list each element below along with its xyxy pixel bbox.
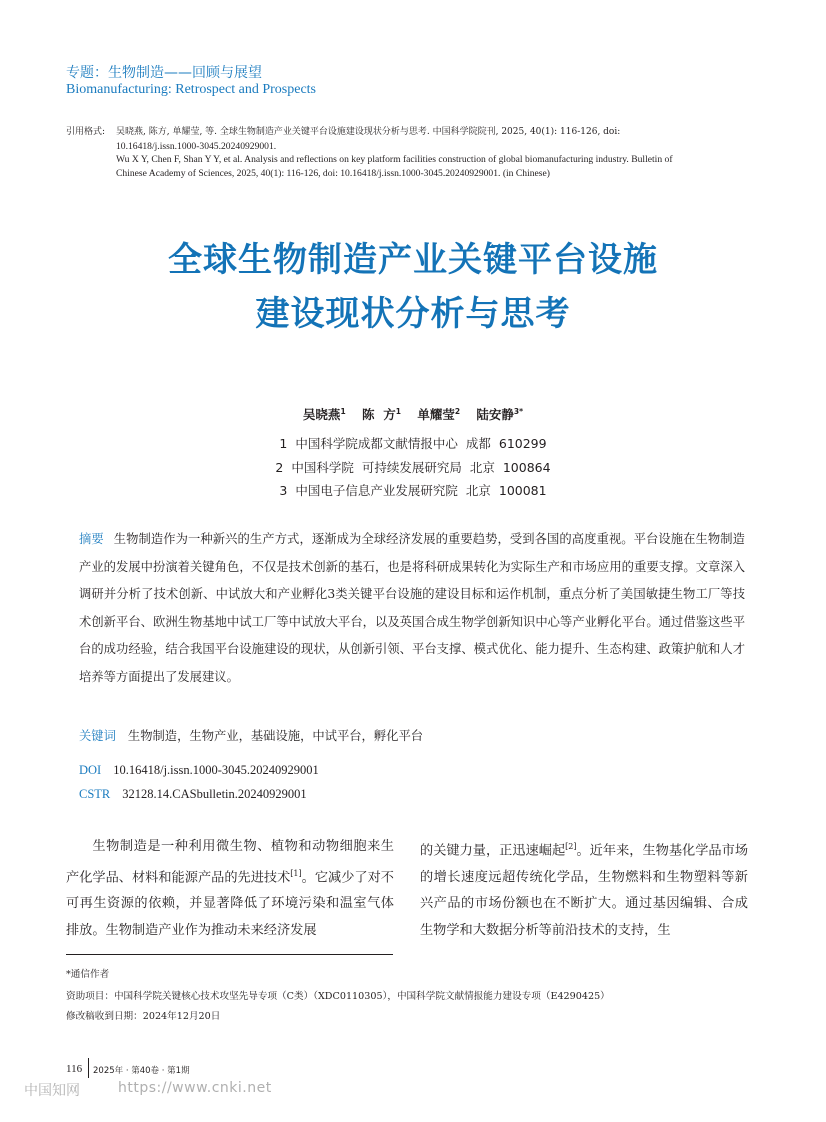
keywords-text: 生物制造，生物产业，基础设施，中试平台，孵化平台 (127, 729, 424, 743)
cstr-value: 32128.14.CASbulletin.20240929001 (122, 787, 307, 801)
citation-label: 引用格式: (66, 127, 106, 137)
citation-cn-line1: 吴晓燕, 陈方, 单耀莹, 等. 全球生物制造产业关键平台设施建设现状分析与思考. 中国科学院院刊, 2025, 40(1): 116-126, doi: (116, 127, 621, 137)
paper-title-line2: 建设现状分析与思考 (255, 294, 571, 334)
abstract-text: 生物制造作为一种新兴的生产方式，逐渐成为全球经济发展的重要趋势，受到各国的高度重视。平台设施在生物制造产业的发展中扮演着关键角色，不仅是技术创新的基石，也是将科研成果转化为实际生产和市场应用的重要支撑。文章深入调研并分析了技术创新、中试放大和产业孵化3类关键平台设施的建设目标和运作机制，重点分析了美国敏捷生物工厂等技术创新平台、欧洲生物基地中试工厂等中试放大平台，以及英国合成生物学创新知识中心等产业孵化平台。通过借鉴这些平台的成功经验，结合我国平台设施建设的现状，从创新引领、平台支撑、模式优化、能力提升、生态构建、政策护航和人才培养等方面提出了发展建议。 (79, 532, 745, 684)
citation-block (66, 126, 766, 180)
funding-note: 资助项目：中国科学院关键核心技术攻坚先导专项（C类）（XDC0110305），中国科学院文献情报能力建设专项（E4290425） (66, 991, 610, 1002)
doi-value[interactable]: 10.16418/j.issn.1000-3045.20240929001 (113, 763, 319, 777)
affiliation-3: 3 中国电子信息产业发展研究院 北京 100081 (279, 483, 547, 498)
page-number: 116 (66, 1063, 83, 1075)
topic-english: Biomanufacturing: Retrospect and Prospects (66, 82, 316, 97)
issue-info: 2025年 · 第40卷 · 第1期 (93, 1066, 190, 1076)
citation-cn-line2: 10.16418/j.issn.1000-3045.20240929001. (116, 140, 277, 152)
reference-1[interactable]: [1] (290, 868, 302, 878)
cnki-watermark-logo: 中国知网 (24, 1083, 80, 1099)
reference-2[interactable]: [2] (565, 842, 577, 851)
cstr-label: CSTR (79, 787, 111, 801)
cnki-watermark-url: https://www.cnki.net (118, 1080, 272, 1096)
affiliation-2: 2 中国科学院 可持续发展研究局 北京 100864 (275, 460, 551, 475)
footer-divider (88, 1058, 89, 1078)
cstr-line (79, 787, 307, 802)
body-column-right: 的关键力量，正迅速崛起[2]。近年来，生物基化学品市场的增长速度远超传统化学品，生物燃料和生物塑料等新兴产品的市场份额也在不断扩大。通过基因编辑、合成生物学和大数据分析等前沿技术的支持，生 (420, 842, 749, 938)
author-list (0, 405, 826, 423)
doi-line (79, 763, 319, 778)
topic-chinese: 专题：生物制造——回顾与展望 (66, 65, 262, 81)
author-3: 单耀莹$^2$ (417, 406, 461, 422)
citation-en-line1: Wu X Y, Chen F, Shan Y Y, et al. Analysis and reflections on key platform facilities construction of global biomanufacturing industry. Bulletin of (116, 154, 673, 165)
received-date-note: 修改稿收到日期：2024年12月20日 (66, 1011, 221, 1022)
corresponding-author-note: *通信作者 (66, 969, 110, 980)
body-column-left: 生物制造是一种利用微生物、植物和动物细胞来生产化学品、材料和能源产品的先进技术[1]。它减少了对不可再生资源的依赖，并显著降低了环境污染和温室气体排放。生物制造产业作为推动未来经济发展 (66, 839, 394, 938)
abstract (79, 526, 745, 692)
author-1: 吴晓燕$^1$ (302, 406, 346, 422)
author-2: 陈 方$^1$ (362, 406, 401, 422)
abstract-label: 摘要 (79, 532, 104, 546)
keywords (79, 726, 423, 744)
citation-en-line2: Chinese Academy of Sciences, 2025, 40(1): 116-126, doi: 10.16418/j.issn.1000-3045.20240929001. (in Chinese) (116, 167, 550, 179)
affiliation-1: 1 中国科学院成都文献情报中心 成都 610299 (279, 436, 547, 451)
doi-label: DOI (79, 763, 102, 777)
footnote-divider (66, 954, 393, 955)
author-4: 陆安静$^{3*}$ (476, 406, 524, 422)
keywords-label: 关键词 (79, 729, 116, 743)
paper-title-line1: 全球生物制造产业关键平台设施 (168, 240, 658, 280)
